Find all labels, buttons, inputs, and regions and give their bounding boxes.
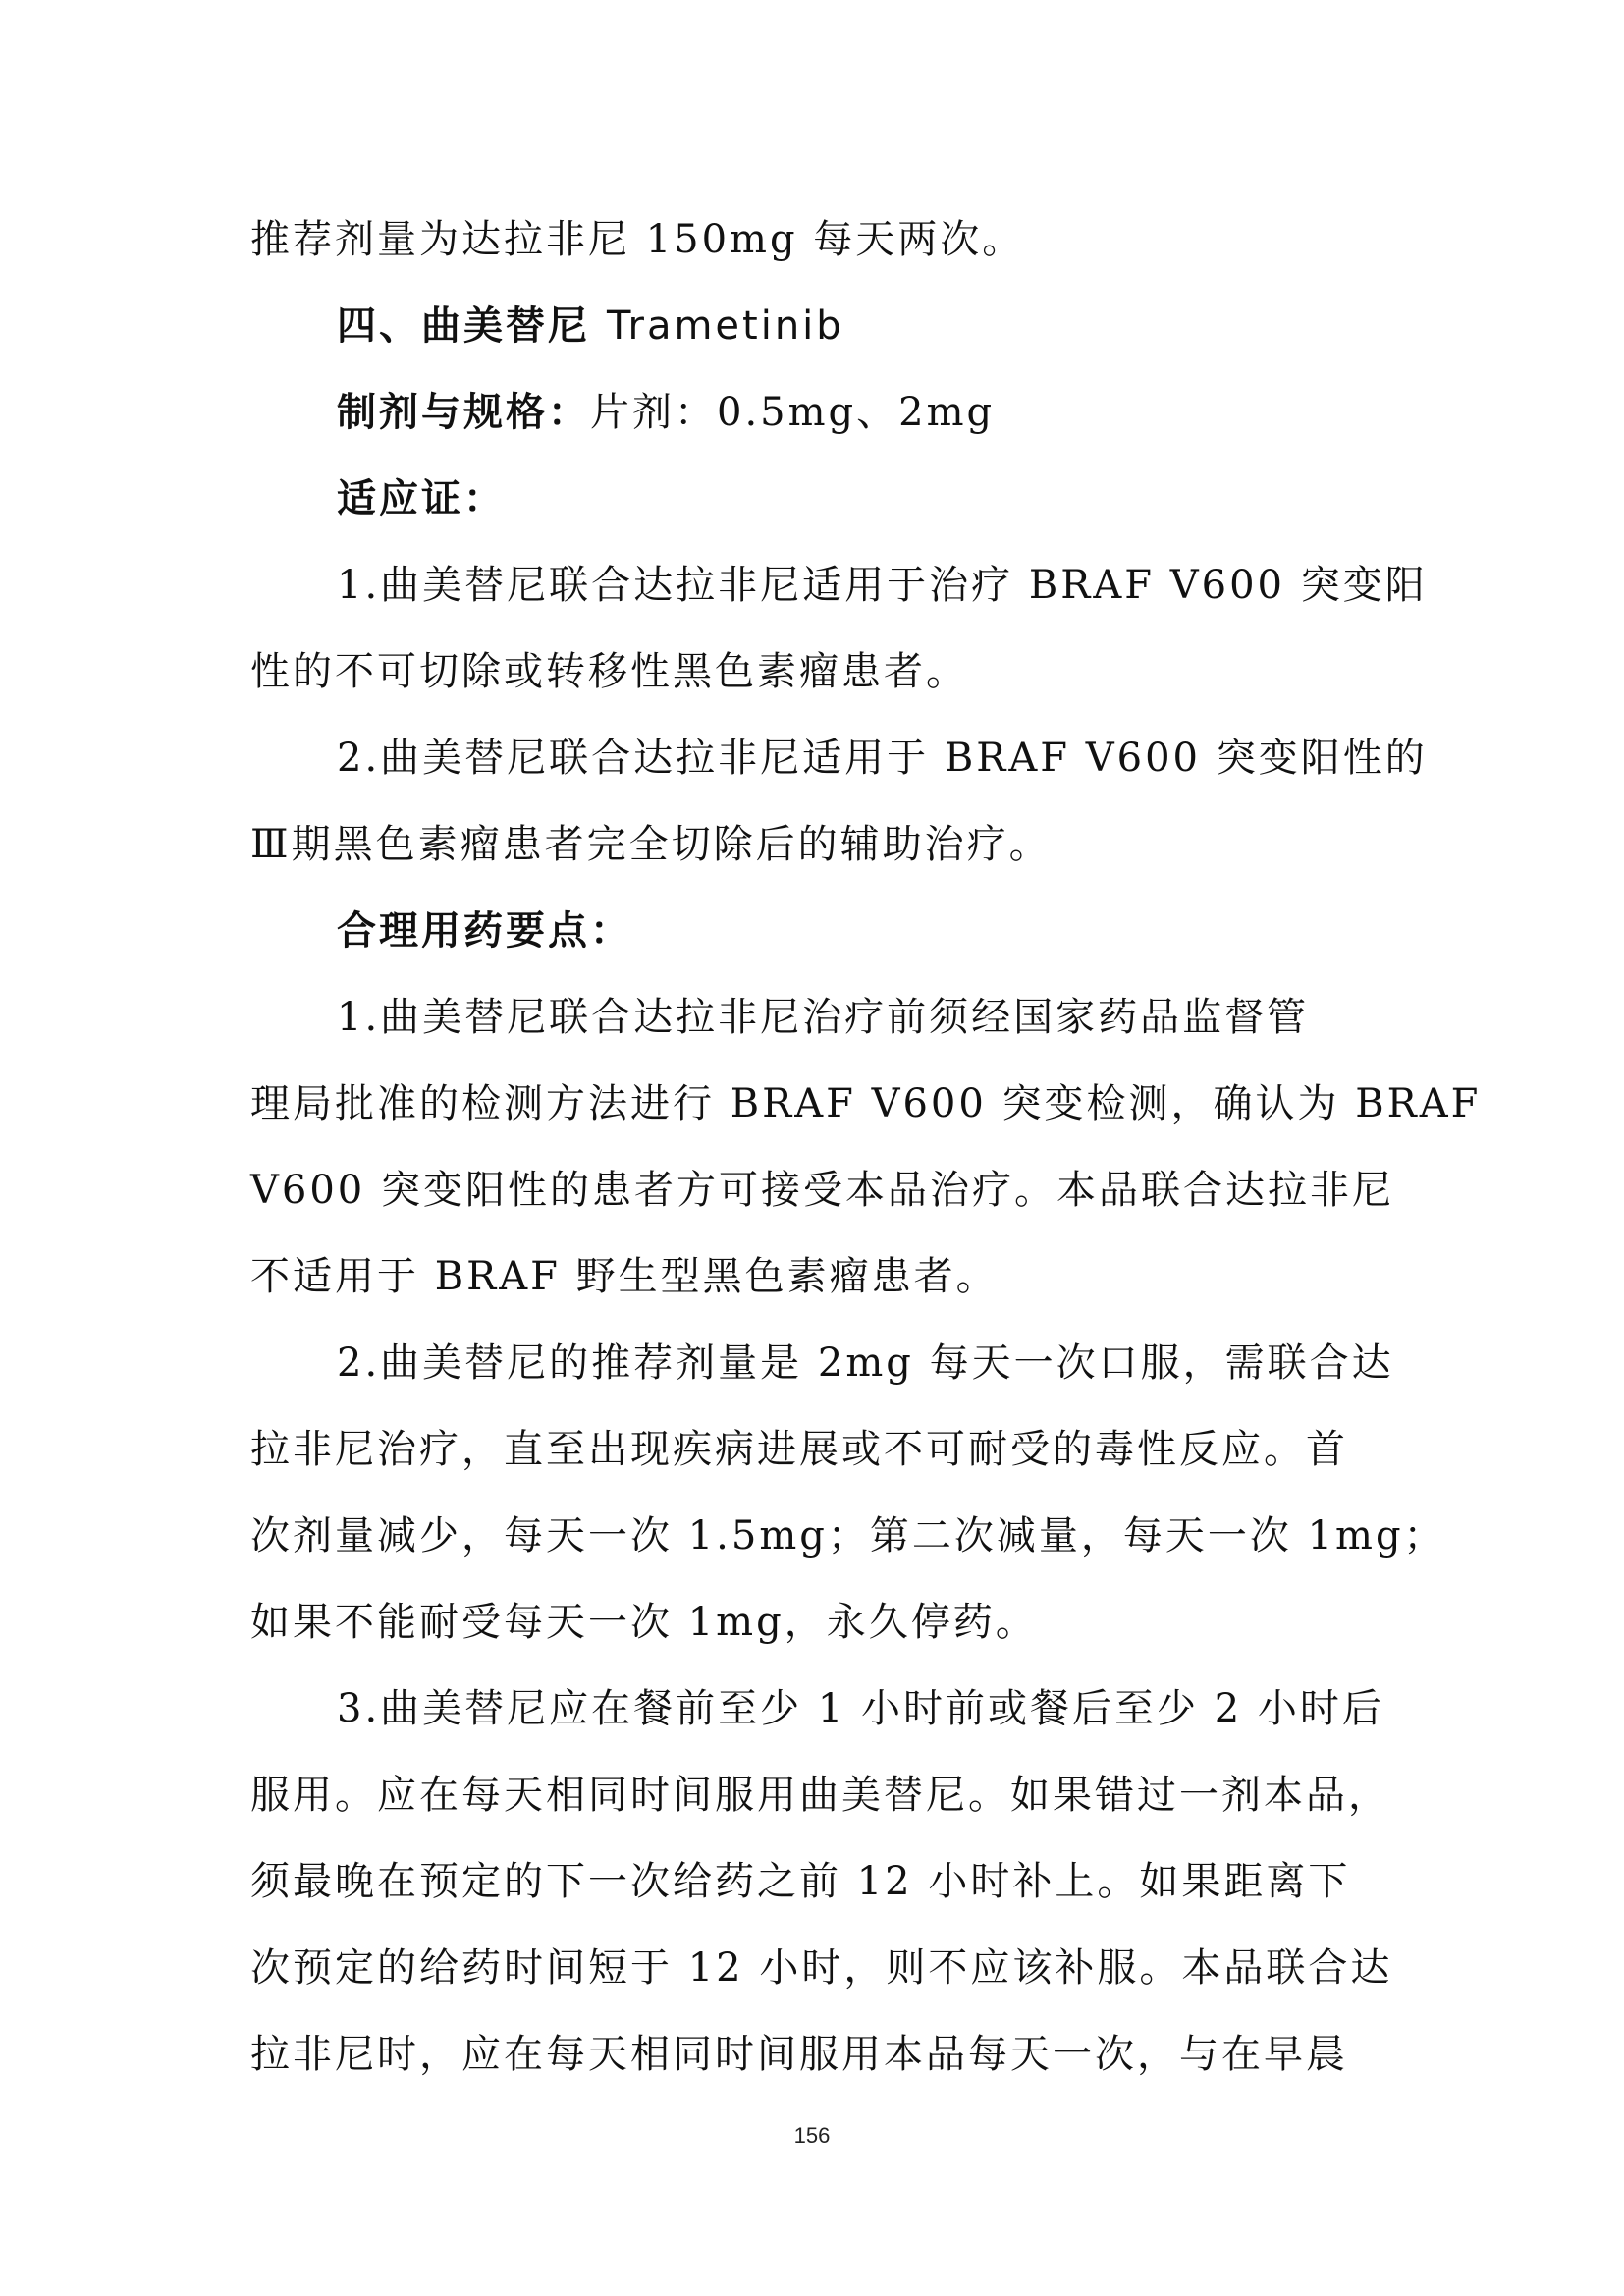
specification-label: 制剂与规格：	[337, 390, 590, 435]
specification-value: 片剂：0.5mg、2mg	[590, 390, 996, 435]
section-title	[250, 283, 1389, 369]
key-point-3-line-4: 次预定的给药时间短于 12 小时，则不应该补服。本品联合达	[250, 1945, 1393, 1991]
intro-line: 推荐剂量为达拉非尼 150mg 每天两次。	[250, 217, 1025, 262]
key-point-3-line-3: 须最晚在预定的下一次给药之前 12 小时补上。如果距离下	[250, 1859, 1351, 1904]
indication-2-line-1: 2.曲美替尼联合达拉非尼适用于 BRAF V600 突变阳性的	[337, 736, 1428, 781]
page-content	[250, 196, 1482, 2098]
indication-2-line-2: Ⅲ期黑色素瘤患者完全切除后的辅助治疗。	[250, 822, 1052, 867]
key-point-1-line-2: 理局批准的检测方法进行 BRAF V600 突变检测，确认为 BRAF	[250, 1081, 1482, 1126]
key-point-1-line-3: V600 突变阳性的患者方可接受本品治疗。本品联合达拉非尼	[250, 1168, 1394, 1213]
specification-line	[250, 369, 1389, 456]
key-point-1-line-4: 不适用于 BRAF 野生型黑色素瘤患者。	[250, 1254, 999, 1299]
key-point-3-line-2: 服用。应在每天相同时间服用曲美替尼。如果错过一剂本品，	[250, 1773, 1390, 1818]
key-point-3-line-1: 3.曲美替尼应在餐前至少 1 小时前或餐后至少 2 小时后	[337, 1686, 1384, 1731]
key-point-3-line-5: 拉非尼时，应在每天相同时间服用本品每天一次，与在早晨	[250, 2032, 1348, 2077]
indication-1-line-1: 1.曲美替尼联合达拉非尼适用于治疗 BRAF V600 突变阳	[337, 563, 1428, 608]
indication-1-line-2: 性的不可切除或转移性黑色素瘤患者。	[250, 649, 968, 694]
section-title-label: 四、曲美替尼	[337, 303, 590, 349]
key-point-2-line-1: 2.曲美替尼的推荐剂量是 2mg 每天一次口服，需联合达	[337, 1340, 1394, 1386]
indications-heading: 适应证：	[337, 476, 506, 521]
key-point-2-line-3: 次剂量减少，每天一次 1.5mg；第二次减量，每天一次 1mg；	[250, 1513, 1446, 1558]
key-point-1-line-1: 1.曲美替尼联合达拉非尼治疗前须经国家药品监督管	[337, 995, 1310, 1040]
key-point-2-line-4: 如果不能耐受每天一次 1mg，永久停药。	[250, 1600, 1038, 1645]
key-points-heading: 合理用药要点：	[337, 908, 632, 954]
page-number: 156	[793, 2123, 831, 2148]
key-point-2-line-2: 拉非尼治疗，直至出现疾病进展或不可耐受的毒性反应。首	[250, 1427, 1348, 1472]
section-title-drug-name: Trametinib	[606, 303, 844, 349]
